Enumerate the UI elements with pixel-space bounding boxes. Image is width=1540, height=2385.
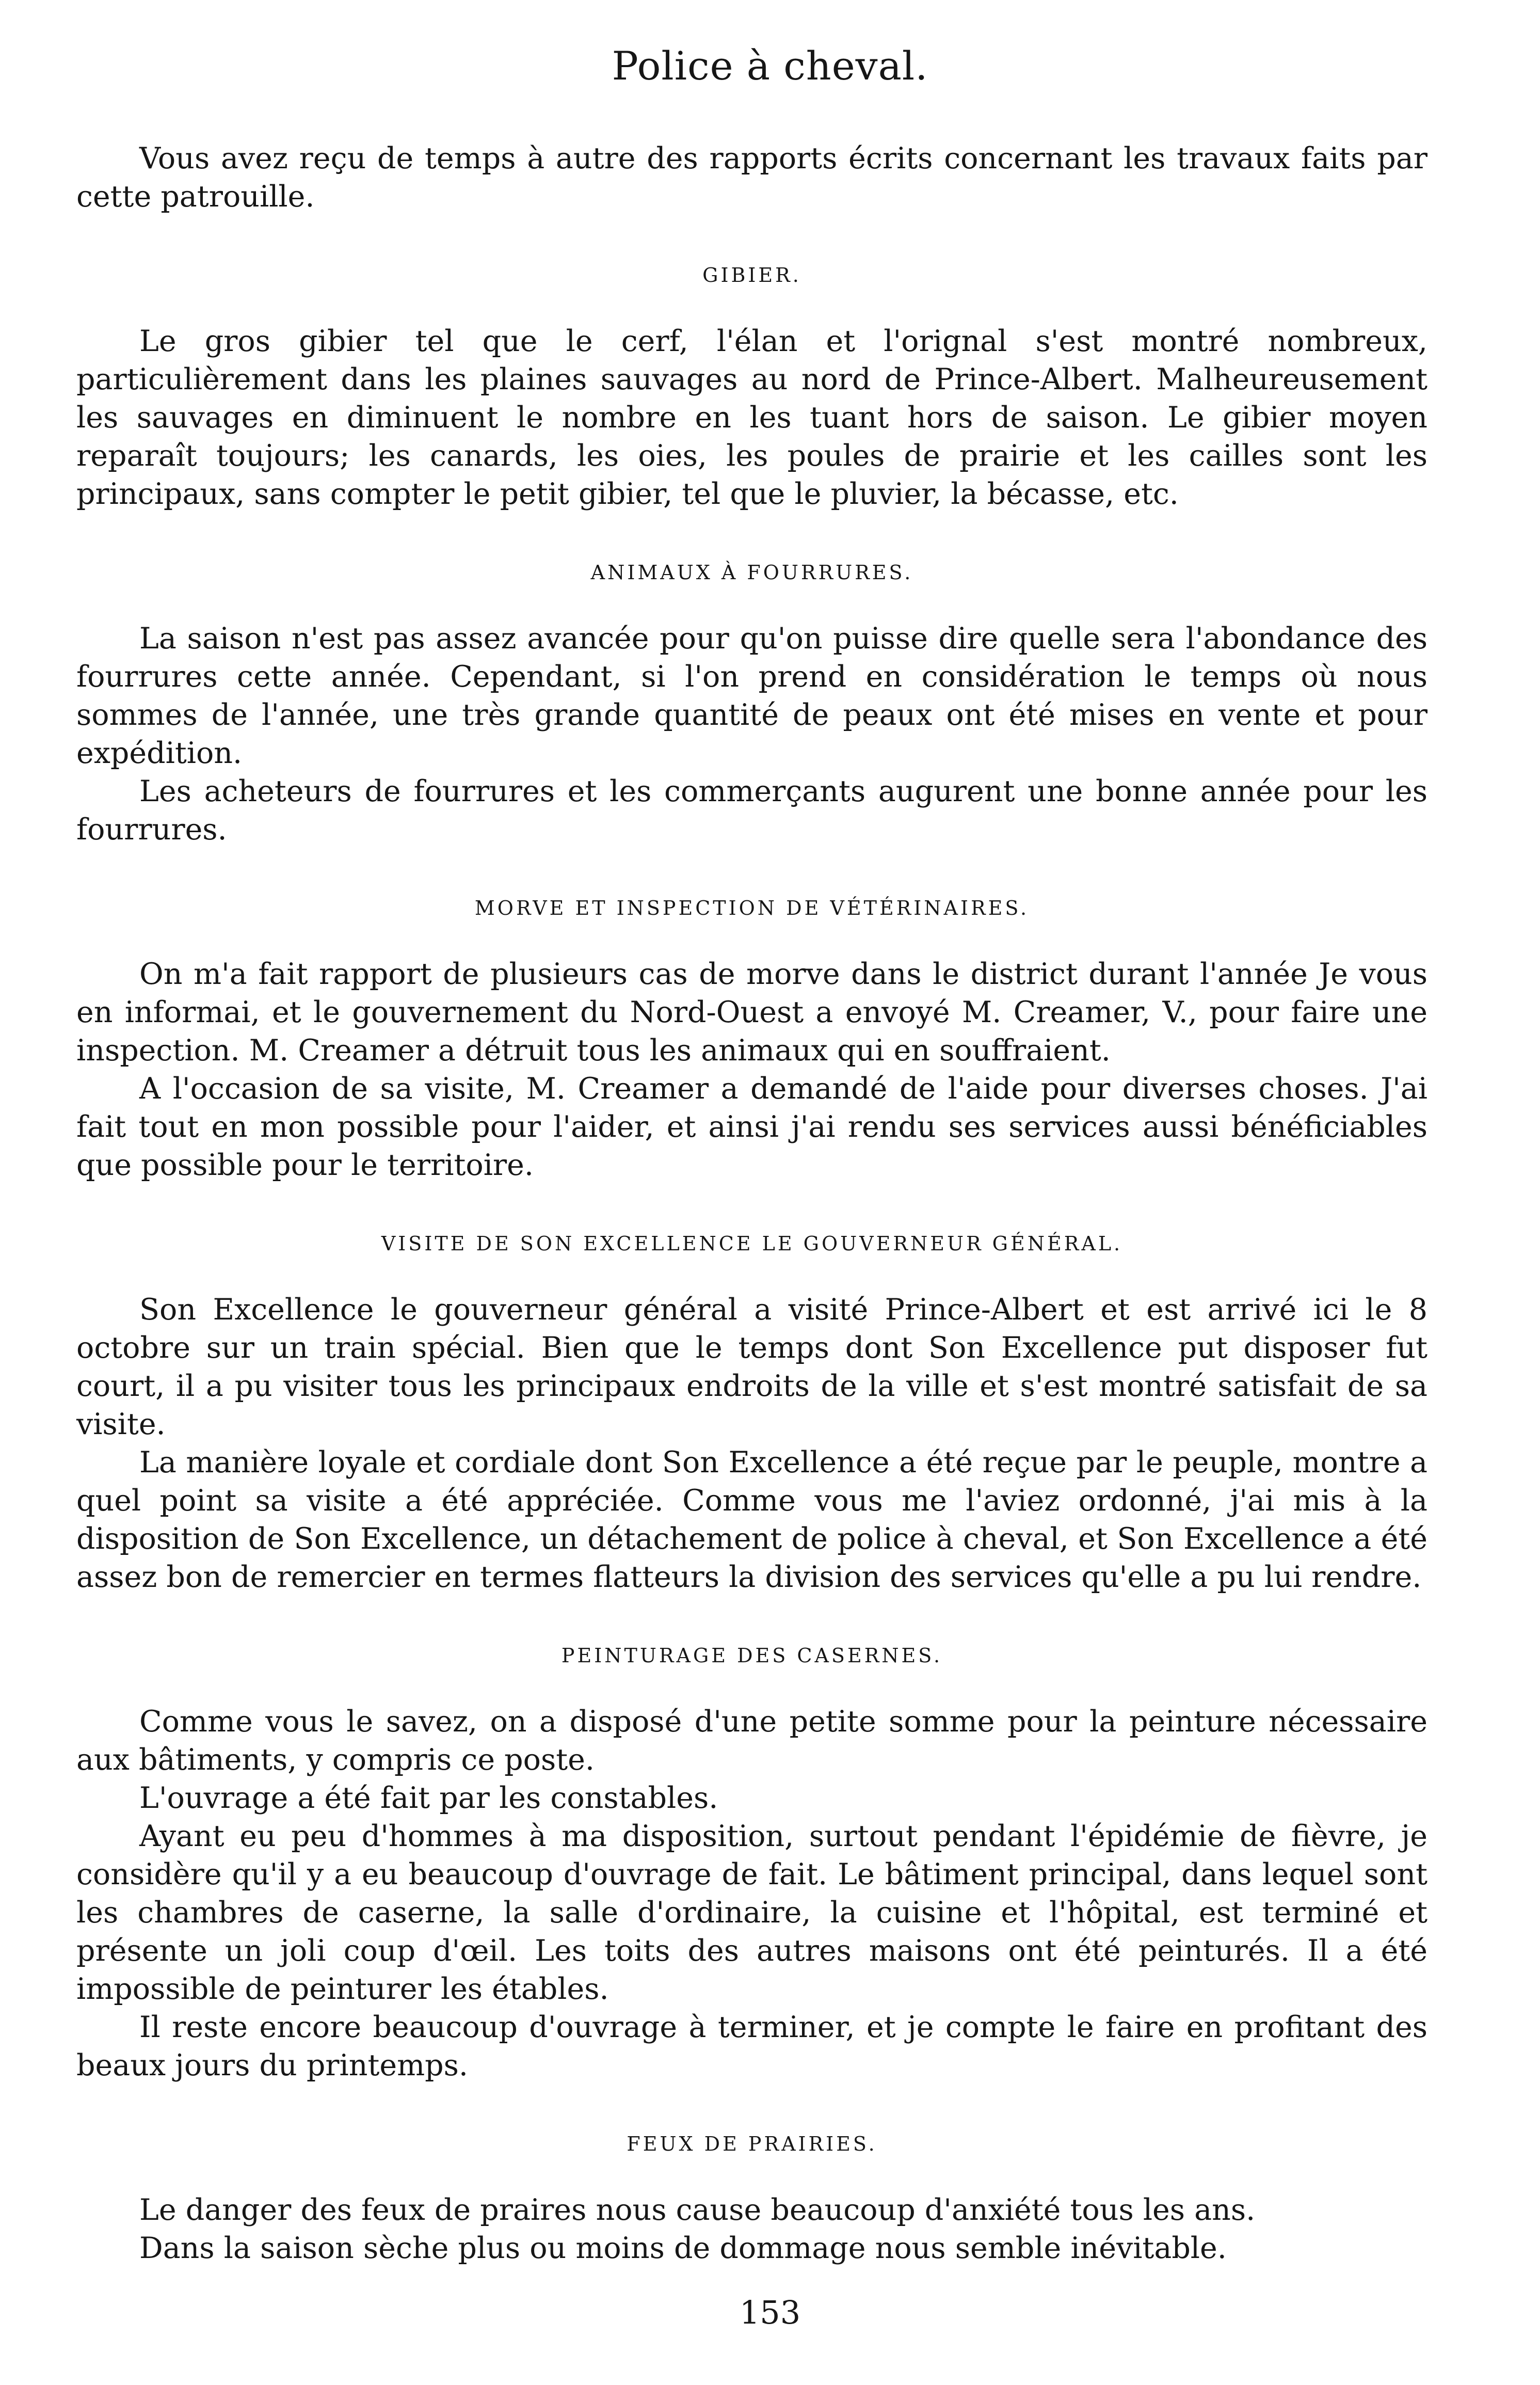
section-heading: PEINTURAGE DES CASERNES. xyxy=(561,1644,943,1667)
section-peinturage xyxy=(76,1643,1427,2085)
intro-paragraph: Vous avez reçu de temps à autre des rapports écrits concernant les travaux faits par cette patrouille. xyxy=(76,141,1427,214)
paragraph: Dans la saison sèche plus ou moins de dommage nous semble inévitable. xyxy=(139,2231,1227,2265)
section-heading: GIBIER. xyxy=(702,264,801,287)
paragraph: A l'occasion de sa visite, M. Creamer a demandé de l'aide pour diverses choses. J'ai fait tout en mon possible pour l'aider, et ainsi j'ai rendu ses services aussi bénéficiables que possible pour le territoire. xyxy=(76,1072,1427,1182)
paragraph: La manière loyale et cordiale dont Son Excellence a été reçue par le peuple, montre a quel point sa visite a été appréciée. Comme vous me l'aviez ordonné, j'ai mis à la disposition de Son Excellence, un détachement de police à cheval, et Son Excellence a été assez bon de remercier en termes flatteurs la division des services qu'elle a pu lui rendre. xyxy=(76,1445,1427,1594)
section-visite-gouverneur xyxy=(76,1231,1427,1596)
paragraph: L'ouvrage a été fait par les constables. xyxy=(139,1781,718,1815)
paragraph: Le gros gibier tel que le cerf, l'élan et l'orignal s'est montré nombreux, particulièrement dans les plaines sauvages au nord de Prince-Albert. Malheureusement les sauvages en diminuent le nombre en les tuant hors de saison. Le gibier moyen reparaît toujours; les canards, les oies, les poules de prairie et les cailles sont les principaux, sans compter le petit gibier, tel que le pluvier, la bécasse, etc. xyxy=(76,324,1427,511)
paragraph: Il reste encore beaucoup d'ouvrage à terminer, et je compte le faire en profitant des beaux jours du printemps. xyxy=(76,2010,1427,2082)
section-feux-de-prairies xyxy=(76,2131,1427,2267)
paragraph: Ayant eu peu d'hommes à ma disposition, surtout pendant l'épidémie de fièvre, je considère qu'il y a eu beaucoup d'ouvrage de fait. Le bâtiment principal, dans lequel sont les chambres de caserne, la salle d'ordinaire, la cuisine et l'hôpital, est terminé et présente un joli coup d'œil. Les toits des autres maisons ont été peinturés. Il a été impossible de peinturer les étables. xyxy=(76,1819,1427,2006)
section-heading: VISITE DE SON EXCELLENCE LE GOUVERNEUR GÉNÉRAL. xyxy=(381,1232,1123,1255)
text-body xyxy=(76,139,1427,2267)
section-gibier xyxy=(76,262,1427,513)
page-number: 153 xyxy=(739,2294,801,2331)
section-animaux-a-fourrures xyxy=(76,560,1427,849)
section-heading: FEUX DE PRAIRIES. xyxy=(627,2133,877,2155)
section-heading: MORVE ET INSPECTION DE VÉTÉRINAIRES. xyxy=(474,897,1030,919)
paragraph: Son Excellence le gouverneur général a visité Prince-Albert et est arrivé ici le 8 octobre sur un train spécial. Bien que le temps dont Son Excellence put disposer fut court, il a pu visiter tous les principaux endroits de la ville et s'est montré satisfait de sa visite. xyxy=(76,1293,1427,1441)
paragraph: Comme vous le savez, on a disposé d'une petite somme pour la peinture nécessaire aux bâtiments, y compris ce poste. xyxy=(76,1705,1427,1777)
paragraph: Les acheteurs de fourrures et les commerçants augurent une bonne année pour les fourrures. xyxy=(76,774,1427,847)
section-heading: ANIMAUX À FOURRURES. xyxy=(590,561,913,584)
paragraph: On m'a fait rapport de plusieurs cas de morve dans le district durant l'année Je vous en informai, et le gouvernement du Nord-Ouest a envoyé M. Creamer, V., pour faire une inspection. M. Creamer a détruit tous les animaux qui en souffraient. xyxy=(76,957,1427,1068)
paragraph: Le danger des feux de praires nous cause beaucoup d'anxiété tous les ans. xyxy=(139,2193,1256,2227)
paragraph: La saison n'est pas assez avancée pour qu'on puisse dire quelle sera l'abondance des fourrures cette année. Cependant, si l'on prend en considération le temps où nous sommes de l'année, une très grande quantité de peaux ont été mises en vente et pour expédition. xyxy=(76,622,1427,770)
running-head: Police à cheval. xyxy=(612,43,928,89)
section-morve xyxy=(76,895,1427,1184)
